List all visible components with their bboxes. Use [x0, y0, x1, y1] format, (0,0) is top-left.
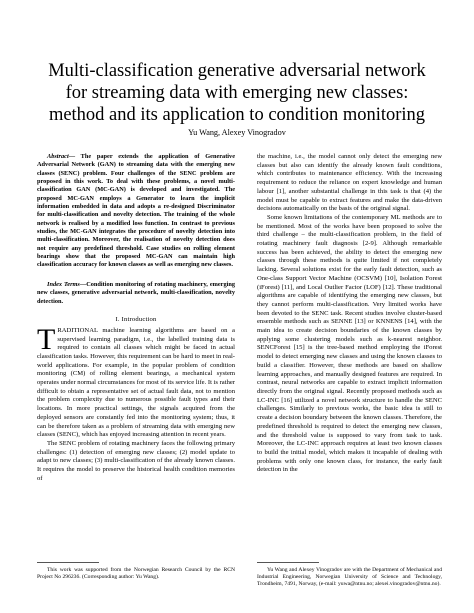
- footnote-divider-right: [257, 562, 319, 563]
- footnote-funding-text: This work was supported from the Norwegian Research Council by the RCN Project No 296236. (Corresponding author: Yu Wang).: [37, 567, 235, 580]
- title-line-1: Multi-classification generative adversarial network: [48, 61, 426, 81]
- section-heading-introduction: I. Introduction: [115, 315, 157, 323]
- right-column: [257, 153, 442, 475]
- abstract: [37, 153, 235, 270]
- footnote-funding: [37, 567, 235, 581]
- index-terms-text: —Condition monitoring of rotating machinery, emerging new classes, generative adversarial network, multi-classification, novelty detection.: [37, 280, 235, 305]
- drop-cap: T: [37, 322, 56, 356]
- right-paragraph-1: the machine, i.e., the model cannot only detect the emerging new classes but also can identify the already known fault conditions, which contributes to maintenance efficiency. With the increasing requirement to reduce the reliance on expert knowledge and human labour [1], another substantial challenge in this task is that (4) the model must be capable to extract features and make the data-driven decisions automatically on the basis of the original signal.: [257, 153, 442, 213]
- right-paragraph-2: Some known limitations of the contemporary ML methods are to be mentioned. Most of the works have been proposed to solve the third challenge – the multi-classification problem, in the field of rotating machinery fault diagnosis [2-9]. Although remarkable success has been achieved, the ability to detect the emerging new classes through these methods is quite limited if not completely lacking. Several solutions exist for the early fault detection, such as One-class Support Vector Machine (OCSVM) [10], Isolation Forest (iForest) [11], and Local Outlier Factor (LOF) [12]. These traditional algorithms are capable of identifying the emerging new classes, but they cannot perform multi-classification. Very limited works have been devoted to the SENC task. Recent studies involve cluster-based ensemble methods such as SENNE [13] or KNNENS [14], with the main idea to create decision boundaries of the known classes by applying some clustering models such as k-nearest neighbor. SENCForest [15] is the tree-based method employing the iForest model to detect emerging new classes and using the known classes to build a classifier. However, these methods are based on shallow learning approaches, and manually designed features are required. In contrast, neural networks are capable to extract implicit information directly from the original signal. Recently proposed methods such as LC-INC [16] utilized a novel network structure to handle the SENC challenges. Similarly to previous works, the basic idea is still to create a decision boundary between the known classes. Therefore, the predefined threshold is required to detect the emerging new classes, and the threshold value is supposed to vary from task to task. Moreover, the LC-INC approach requires at least two known classes to build the initial model, which makes it incapable of dealing with problems with only one known class, for instance, the early fault detection in the: [257, 213, 442, 474]
- intro-paragraph-2: The SENC problem of rotating machinery faces the following primary challenges: (1) detection of emerging new classes; (2) model update to adapt to new classes; (3) multi-classification of the already known classes. It requires the model to preserve the historical health condition memories of: [37, 439, 235, 482]
- footnote-affiliation: [257, 567, 442, 588]
- intro-paragraph-1: [37, 322, 235, 440]
- paper-title: [20, 60, 454, 126]
- index-terms-lead: Index Terms: [47, 280, 80, 288]
- index-terms: [37, 281, 235, 306]
- abstract-text: — The paper extends the application of Generative Adversarial Network (GAN) to streaming data with the emerging new classes (SENC) problem. Four challenges of the SENC problem are proposed in this work. To deal with these problems, a novel multi-classification GAN (MC-GAN) is developed and investigated. The proposed MC-GAN employs a Generator to learn the implicit information embedded in data and adopts a re-designed Discriminator for multi-classification and novelty detection. The training of the whole network is realised by a modified loss function. In contrast to previous studies, the MC-GAN integrates the procedure of novelty detection into multi-classification. Moreover, the realisation of novelty detection does not require any predefined threshold. Case studies on rolling element bearings show that the proposed MC-GAN can maintain high classification accuracy for known classes as well as emerging new classes.: [37, 153, 235, 269]
- author-list: Yu Wang, Alexey Vinogradov: [188, 128, 286, 137]
- intro-paragraph-1-text: RADITIONAL machine learning algorithms are based on a supervised learning paradigm, i.e., the labelled training data is required to contain all classes which might be faced in actual classification tasks. However, this requirement can be hard to meet in real-world applications. For example, in the popular problem of condition monitoring (CM) of rolling element bearings, a mechanical system operates under normal circumstances for most of its service life. It is rather difficult to obtain a representative set of actual fault data, not to mention the problem complexity due to numerous possible fault types and their locations. In more practical settings, the signals acquired from the deployed sensors are constantly fed into the monitoring system; thus, it can be therefore taken as a problem of streaming data with emerging new classes (SENC), which has enjoyed increasing attention in recent years.: [37, 326, 235, 439]
- abstract-lead: Abstract: [47, 153, 69, 160]
- title-line-2: for streaming data with emerging new classes:: [65, 83, 409, 103]
- footnote-divider-left: [37, 562, 99, 563]
- footnote-affiliation-text: Yu Wang and Alexey Vinogradov are with the Department of Mechanical and Industrial Engineering, Norwegian University of Science and Technology, Trondheim, 7491, Norway, (e-mail: yuwa@ntnu.no; alexei.vinogradov@ntnu.no).: [257, 567, 442, 587]
- title-line-3: method and its application to condition monitoring: [48, 105, 426, 125]
- left-column: [37, 153, 235, 484]
